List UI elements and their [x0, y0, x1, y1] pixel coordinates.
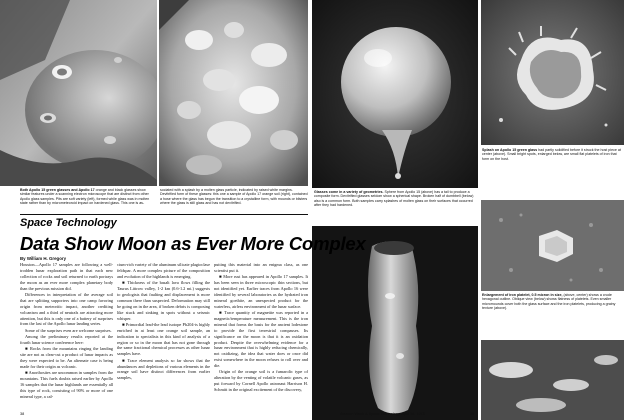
caption-iron-platelet: Enlargement of iron platelet, 0.5 micron in size, (above, center) shows a crude hexagonal outline. Oblique view (below) shows flatness of platelets. Even smaller micromounds cover both the glass surface and the iron platelets, producing a grainy texture (above). — [482, 293, 616, 311]
sem-photo-iron-platelet — [481, 200, 624, 291]
caption-glass-geometries: Glasses come in a variety of geometries. Sphere from Apollo 15 (above) has a tail to produce a composite form. Devitrified glasses seldom show a spherical shape. Broken half of dumbbell (below) also is a common form. Both samples carry splashes of molten glass on their surfaces that occurred after they had hardened. — [314, 190, 474, 208]
paragraph: Some of the surprises even are welcome surprises. — [25, 327, 112, 333]
section-kicker: Space Technology — [20, 217, 117, 229]
sem-photo-pitted-glass-left — [0, 0, 157, 186]
paragraph: Origin of the orange soil is a fumarolic type of alteration by the venting of volatile volcanic gases, as put forward by Cornell Apollo astronaut Harrison H. Schmitt in the original excitement of the discovery, — [214, 369, 308, 393]
article-column-1 — [20, 262, 113, 410]
paragraph: cium-rich variety of the aluminum silicate plagioclase feldspar. A more complex picture of the composition and evolution of the highlands is emerging. — [117, 262, 210, 279]
article-headline: Data Show Moon as Ever More Complex — [20, 233, 366, 254]
paragraph: Houston—Apollo 17 samples are following a well-trodden lunar exploration path in that each new collection of rocks and soil returned to earth portrays the moon as an ever more complex planetary body than the previous mission did. — [20, 262, 113, 291]
caption-left-spread-part1: Both Apollo 15 green glasses and Apollo 17 orange and black glasses show similar features under a scanning electron microscope that are distinct from other Apollo glass samples. Pits are soft variety (left), formed while glass was in molten state rather than by micrometeoroid impact on hardened glass. This one is as- — [20, 188, 150, 206]
sem-photo-broken-dumbbell — [312, 226, 478, 420]
paragraph: ■ Rocks from the mountains ringing the landing site are not as clear-cut a product of lunar impacts as they were expected to be. An alternate case is being made for their origin as volcanic. — [20, 346, 113, 369]
paragraph: putting this material into an enigma class, as one scientist put it. — [214, 262, 308, 273]
paragraph: ■ Trace quantity of magnetite was reported in a magnetic/temperature measurement. This is the iron mineral that forms the basis for the ancient lodestone to provide the first terrestrial compasses. Its significance on the moon is that it is an oxidation product. Despite the overwhelming evidence for a lunar environment that is highly reducing chemically, not oxidizing, the idea that water does or once did exist somewhere in the moon refuses to roll over and die. — [214, 310, 308, 369]
sem-photo-splash-on-green-glass — [481, 0, 624, 145]
sem-photo-glass-sphere-with-tail — [312, 0, 478, 188]
sem-photo-iron-platelet-oblique — [481, 340, 624, 420]
page-number-right: 39 — [470, 412, 475, 416]
caption-splash: Splash on Apollo 15 green glass had partly solidified before it struck the host piece at center (above). Small bright spots, enlarged below, are small flat platelets of iron that form on the host. — [482, 148, 621, 161]
article-column-2 — [117, 262, 210, 410]
section-rule — [20, 214, 308, 215]
caption-left-spread-part2: sociated with a splash by a molten glass particle, indicated by raised white margins. Devitrified form of these glasses: this one a sample of Apollo 17 orange soil (right), contained a hose where the glass has begun the transition to a crystalline form, with mounds or blisters where the glass is still glass and has not devitrified. — [160, 188, 308, 206]
paragraph: ■ Anorthosites are uncommon in samples from the mountains. This fuels doubts raised earlier by Apollo 16 samples that the lunar highlands are essentially all this type of rock, consisting of 90% or more of one mineral type, a cal- — [20, 370, 113, 399]
paragraph: Among the preliminary results reported at the fourth lunar science conference here: — [20, 334, 113, 345]
article-byline: By William H. Gregory — [20, 256, 67, 261]
paragraph: Differences in interpretation of the average soil that are splitting supporters into one camp favoring origin from meteoritic impact, another crediting volcanism and a third of neutrals are attracting more attention, but this is only one of a battery of surprises from the last of the Apollo lunar landing series. — [20, 291, 113, 327]
publication-line: Aviation Week & Space Technology, April 16, 1973 — [340, 412, 425, 416]
paragraph: ■ Primordial lead-the lead isotope Pb204-is highly enriched in at least one orange soil sample, an indication to specialists in this kind of analysis of a region or so in the moon that has not gone through the same fractional chemical processes as other lunar samples have. — [117, 321, 210, 357]
paragraph: ■ Thickness of the basalt lava flows filling the Taurus Littrow valley, 1-2 km (0.6-1.2 mi.) suggests to geologists that faulting and displacement is more common there than suspected. Deformation may still be going on in the area, if broken debris is composing like stuck and sinking in spots without a seismic whisper. — [117, 280, 210, 321]
sem-photo-devitrified-glass — [159, 0, 308, 186]
page-number-left: 38 — [20, 412, 25, 416]
paragraph: ■ Trace element analysis so far shows that the abundances and depletions of various elements in the orange soil have distinct differences from earlier samples, — [117, 357, 210, 381]
paragraph: ■ More rust has appeared in Apollo 17 samples. It has been seen in three microscopic thin sections, but not identified yet. Earlier traces from Apollo 16 were identified by several laboratories as the hydrated iron mineral goethite, an unexpected product for the waterless, airless environment of the lunar surface. — [214, 274, 308, 309]
article-column-3 — [214, 262, 308, 410]
